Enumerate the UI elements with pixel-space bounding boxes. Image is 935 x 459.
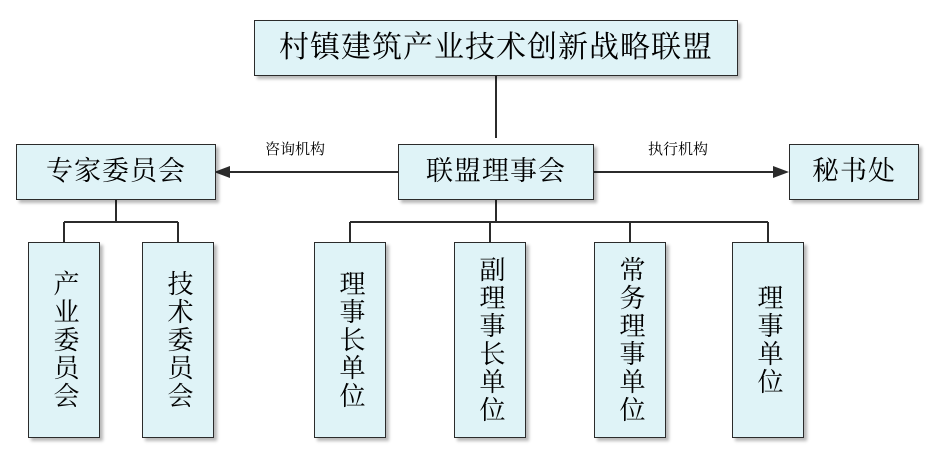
- node-label: 秘书处: [812, 156, 896, 188]
- node-alliance-title: [254, 20, 738, 76]
- node-alliance-council: [398, 144, 594, 200]
- node-vice-chairman-unit: [454, 242, 526, 438]
- node-label: 技术委员会: [163, 270, 194, 410]
- node-director-unit: [732, 242, 804, 438]
- node-chairman-unit: [314, 242, 386, 438]
- node-label: 产业委员会: [49, 270, 80, 410]
- node-label: 理事单位: [753, 284, 784, 396]
- node-label: 专家委员会: [46, 156, 186, 188]
- node-label: 常务理事单位: [615, 256, 646, 424]
- node-tech-committee: [142, 242, 214, 438]
- edge-label-executive-body: 执行机构: [645, 138, 711, 159]
- node-label: 理事长单位: [335, 270, 366, 410]
- node-industry-committee: [28, 242, 100, 438]
- node-standing-director-unit: [594, 242, 666, 438]
- node-label: 联盟理事会: [426, 156, 566, 188]
- node-secretariat: [789, 144, 919, 200]
- node-label: 副理事长单位: [475, 256, 506, 424]
- edge-label-consulting-body: 咨询机构: [262, 138, 328, 159]
- node-label: 村镇建筑产业技术创新战略联盟: [279, 29, 713, 65]
- node-expert-committee: [16, 144, 216, 200]
